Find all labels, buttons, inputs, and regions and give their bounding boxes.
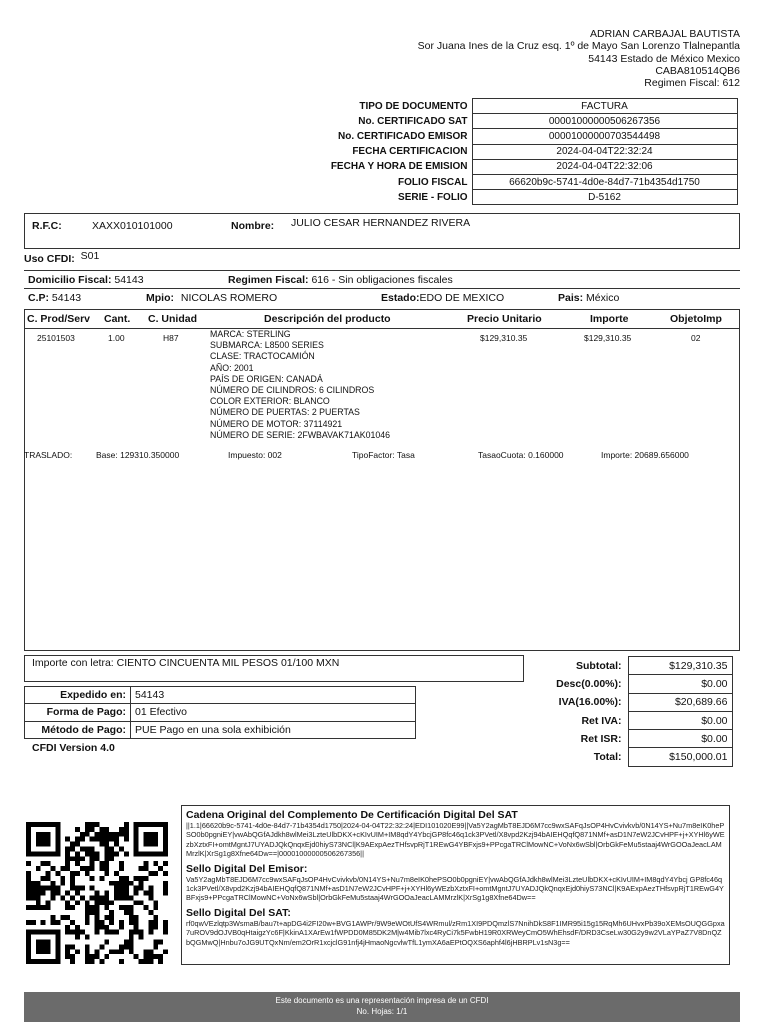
cp-label: C.P:: [28, 292, 49, 304]
meta-row-cert-sat: [300, 114, 737, 129]
meta-label: FECHA CERTIFICACION: [352, 146, 468, 158]
total-value: $0.00: [628, 675, 732, 693]
nombre-value: JULIO CESAR HERNANDEZ RIVERA: [291, 217, 471, 229]
desc-line: SUBMARCA: L8500 SERIES: [210, 340, 324, 351]
cp-value: 54143: [51, 292, 82, 304]
meta-row-folio-fiscal: [300, 174, 737, 189]
regimen-label: Regimen Fiscal:: [228, 274, 309, 286]
issuer-regime: Regimen Fiscal: 612: [644, 77, 740, 90]
total-row-ret-isr: [506, 730, 732, 748]
domicilio-value: 54143: [114, 274, 144, 286]
desc-line: NÚMERO DE PUERTAS: 2 PUERTAS: [210, 407, 360, 418]
uso-cfdi: [24, 250, 100, 265]
item-unidad: H87: [163, 333, 179, 343]
meta-value: 00001000000703544498: [472, 129, 737, 144]
total-value: $0.00: [628, 711, 732, 729]
metodo-pago-value: PUE Pago en una sola exhibición: [131, 721, 416, 738]
expedicion-table: [24, 686, 416, 739]
traslado-importe: Importe: 20689.656000: [601, 450, 689, 460]
col-precio-unitario: Precio Unitario: [467, 313, 542, 325]
total-row-ret-iva: [506, 711, 732, 729]
traslado-impuesto: Impuesto: 002: [228, 450, 282, 460]
col-cantidad: Cant.: [104, 313, 131, 325]
footer-disclaimer: Este documento es una representación impresa de un CFDI: [275, 996, 489, 1005]
cadena-original-text: ||1.1|66620b9c-5741-4d0e-84d7-71b4354d1750|2024-04-04T22:32:24|EDI101020E99||Va5Y2agMbT8EJD6M7cc9wxSAFqJsOP4HvCvivkvb/0N14YS+Nu7m8eIK0hePSO0b0pgniEY|vwAbQGfAJdkh8wlMei3LzteUlbDKX+cKIvUIM+IM8qdY4YbcjGP8fc46q1ck3PVetl/X8vpd2Kzj94bAIEHQqfQ871NMf+asD1N7eW2JCvHPF+j+XYHl6yWEzbXztxFI+omtMgntJ7UYADJQkQnqxEjd0hiyS73NCl|K9AExpAezTHfsvpRjT1REwG4YBFxjs9+PPcgaTRClMowNC+VoNx6wSbl|OrbGkFeMu5staaj4WrGOOaJeacLAMMrzlK|XrSg1g8Xfne64Dw==|00001000000506267356||: [186, 821, 725, 859]
desc-line: NÚMERO DE CILINDROS: 6 CILINDROS: [210, 385, 375, 396]
meta-label: TIPO DE DOCUMENTO: [359, 100, 468, 112]
total-label: Ret ISR:: [580, 732, 622, 745]
desc-line: PAÍS DE ORIGEN: CANADÁ: [210, 373, 323, 384]
sello-sat-text: rf0qwVEzlqtp3WsmaB/bau7t+apDG4i2FI20w+BVG1AWPr/9W9eWOtUfS4WRmul/zRm1XI9PDQmzlS7NnihDkS8F1IMR95i15g15RqMh6UHvxPb39oXEMsOUQGGpxa7uROV9dOJVB0qHtaigzYc6F|KkinA1XArEw1fWPDD0M85DK2M|w4Mib7lxc4RyCi7k5FwbH19R0XRWeyCmO5WhEhsdF/DRD3CseLw30G2y9w2VLaYPaZ7V8DnQZbQGMwQ|Hnbu7oJG9UTQxNm/em2OrR1xcjclG91nfj4jHmaoNgcvlwTfL1ymXA6aEPtOQXS6aphf4l6jHBRPLv1sN3g==: [186, 918, 725, 947]
item-prod-serv: 25101503: [37, 333, 75, 343]
total-value: $129,310.35: [628, 657, 732, 675]
desc-line: AÑO: 2001: [210, 362, 254, 373]
meta-row-fecha-cert: [300, 144, 737, 159]
desc-line: NÚMERO DE MOTOR: 37114921: [210, 418, 343, 429]
traslado-tipo-factor: TipoFactor: Tasa: [352, 450, 415, 460]
expedido-value: 54143: [131, 687, 416, 704]
footer-page-count: No. Hojas: 1/1: [356, 1006, 408, 1016]
meta-label: FECHA Y HORA DE EMISION: [330, 161, 468, 173]
domicilio-fiscal: [28, 274, 144, 286]
total-label: IVA(16.00%):: [558, 696, 622, 709]
desc-line: NÚMERO DE SERIE: 2FWBAVAK71AK01046: [210, 429, 391, 440]
estado-label: Estado:: [381, 292, 420, 304]
expedido-label: Expedido en:: [25, 687, 131, 704]
cfdi-version: CFDI Version 4.0: [32, 742, 115, 754]
importe-letra: Importe con letra: CIENTO CINCUENTA MIL PESOS 01/100 MXN: [32, 657, 340, 669]
estado-field: [381, 292, 504, 304]
total-label: Total:: [593, 751, 622, 764]
issuer-address: Sor Juana Ines de la Cruz esq. 1º de Mayo San Lorenzo Tlalnepantla: [417, 40, 740, 53]
desc-line: CLASE: TRACTOCAMIÓN: [210, 351, 315, 362]
item-cantidad: 1.00: [108, 333, 125, 343]
pais-field: [558, 292, 619, 304]
pais-label: Pais:: [558, 292, 584, 304]
forma-pago-value: 01 Efectivo: [131, 704, 416, 721]
uso-cfdi-value: S01: [80, 250, 100, 262]
pais-value: México: [586, 292, 620, 304]
total-label: Subtotal:: [576, 659, 622, 672]
total-row-descuento: [506, 675, 732, 693]
meta-label: No. CERTIFICADO SAT: [358, 115, 468, 127]
total-row-iva: [506, 693, 732, 711]
divider: [24, 288, 740, 289]
col-objeto-imp: ObjetoImp: [670, 313, 722, 325]
mpio-label: Mpio:: [146, 292, 174, 304]
desc-line: MARCA: STERLING: [210, 329, 291, 339]
meta-row-cert-emisor: [300, 129, 737, 144]
receiver-box: [24, 213, 740, 249]
totals-table: [506, 656, 733, 767]
issuer-address-2: 54143 Estado de México Mexico: [588, 52, 740, 65]
divider: [24, 270, 740, 271]
sello-emisor-title: Sello Digital Del Emisor:: [186, 862, 308, 875]
meta-value: 66620b9c-5741-4d0e-84d7-71b4354d1750: [472, 174, 737, 189]
seals-box: [181, 805, 730, 965]
meta-value: 00001000000506267356: [472, 114, 737, 129]
meta-row-serie-folio: [300, 190, 737, 205]
issuer-block: [418, 28, 740, 89]
col-importe: Importe: [590, 313, 629, 325]
qr-code-icon: [26, 821, 168, 965]
metodo-pago-label: Método de Pago:: [25, 721, 131, 738]
meta-value: FACTURA: [472, 99, 737, 114]
domicilio-label: Domicilio Fiscal:: [28, 274, 112, 286]
qr-code-graphic: [26, 821, 168, 965]
sello-sat-title: Sello Digital Del SAT:: [186, 906, 291, 919]
meta-value: D-5162: [472, 190, 737, 205]
meta-value: 2024-04-04T22:32:06: [472, 159, 737, 174]
total-value: $0.00: [628, 730, 732, 748]
rfc-value: XAXX010101000: [92, 220, 173, 232]
regimen-fiscal-receiver: [228, 274, 453, 286]
expedido-row: [25, 687, 416, 704]
total-row-subtotal: [506, 657, 732, 675]
forma-pago-row: [25, 704, 416, 721]
col-unidad: C. Unidad: [148, 313, 197, 325]
nombre-label: Nombre:: [231, 220, 275, 232]
total-value: $150,000.01: [628, 748, 732, 766]
total-label: Ret IVA:: [581, 714, 622, 727]
uso-cfdi-label: Uso CFDI:: [24, 253, 75, 265]
col-descripcion: Descripción del producto: [264, 313, 391, 325]
document-meta-table: [300, 98, 738, 205]
meta-row-tipo: [300, 99, 737, 114]
cadena-original-title: Cadena Original del Complemento De Certificación Digital Del SAT: [186, 809, 518, 821]
item-precio-unitario: $129,310.35: [480, 333, 528, 343]
desc-line: COLOR EXTERIOR: BLANCO: [210, 396, 330, 407]
estado-value: EDO DE MEXICO: [419, 292, 505, 304]
metodo-pago-row: [25, 721, 416, 738]
mpio-value: NICOLAS ROMERO: [180, 292, 278, 304]
total-row-total: [506, 748, 732, 766]
total-label: Desc(0.00%):: [556, 677, 622, 690]
issuer-name: ADRIAN CARBAJAL BAUTISTA: [590, 28, 740, 40]
mpio-field: [146, 292, 277, 304]
meta-value: 2024-04-04T22:32:24: [472, 144, 737, 159]
forma-pago-label: Forma de Pago:: [25, 704, 131, 721]
meta-label: FOLIO FISCAL: [398, 176, 468, 188]
traslado-tasa: TasaoCuota: 0.160000: [478, 450, 564, 460]
rfc-label: R.F.C:: [32, 220, 62, 232]
issuer-rfc: CABA810514QB6: [655, 64, 740, 77]
sello-emisor-text: Va5Y2agMbT8EJD6M7cc9wxSAFqJsOP4HvCvivkvb/0N14YS+Nu7m8eIK0hePSO0b0pgniEY|vwAbQGfAJdkh8wlMei3LzteUlbDKX+cKIvUIM+IM8qdY4Ybcj GP8fc46q1ck3PVetl/X8vpd2Kzj94bAIEHQqfQ871NMf+asD1N7eW2JCvHPF+j+XYHl6yWEzbXztxFI+omtMgntJ7UYADJQkQnqxEjd0hiyS73NCl|K9AExpAezTHfsvpRjT1REwG4YBFxjs9+PPcgaTRClMowNC+VoNx6wSbl|OrbGkFeMu5staaj4WrGOOaJeacLAMMrzlK|XrSg1g8Xfne64Dw==: [186, 874, 724, 903]
item-objeto-imp: 02: [691, 333, 701, 343]
page-footer: [24, 992, 740, 1022]
total-value: $20,689.66: [628, 693, 732, 711]
meta-row-fecha-emision: [300, 159, 737, 174]
regimen-value: 616 - Sin obligaciones fiscales: [311, 274, 453, 286]
traslado-label: TRASLADO:: [24, 450, 73, 460]
meta-label: No. CERTIFICADO EMISOR: [338, 130, 468, 142]
meta-label: SERIE - FOLIO: [398, 191, 468, 203]
col-prod-serv: C. Prod/Serv: [27, 313, 91, 325]
traslado-base: Base: 129310.350000: [96, 450, 180, 460]
cp-field: [28, 292, 81, 304]
item-importe: $129,310.35: [584, 333, 632, 343]
item-description: [210, 329, 390, 441]
importe-letra-box: [24, 655, 524, 682]
